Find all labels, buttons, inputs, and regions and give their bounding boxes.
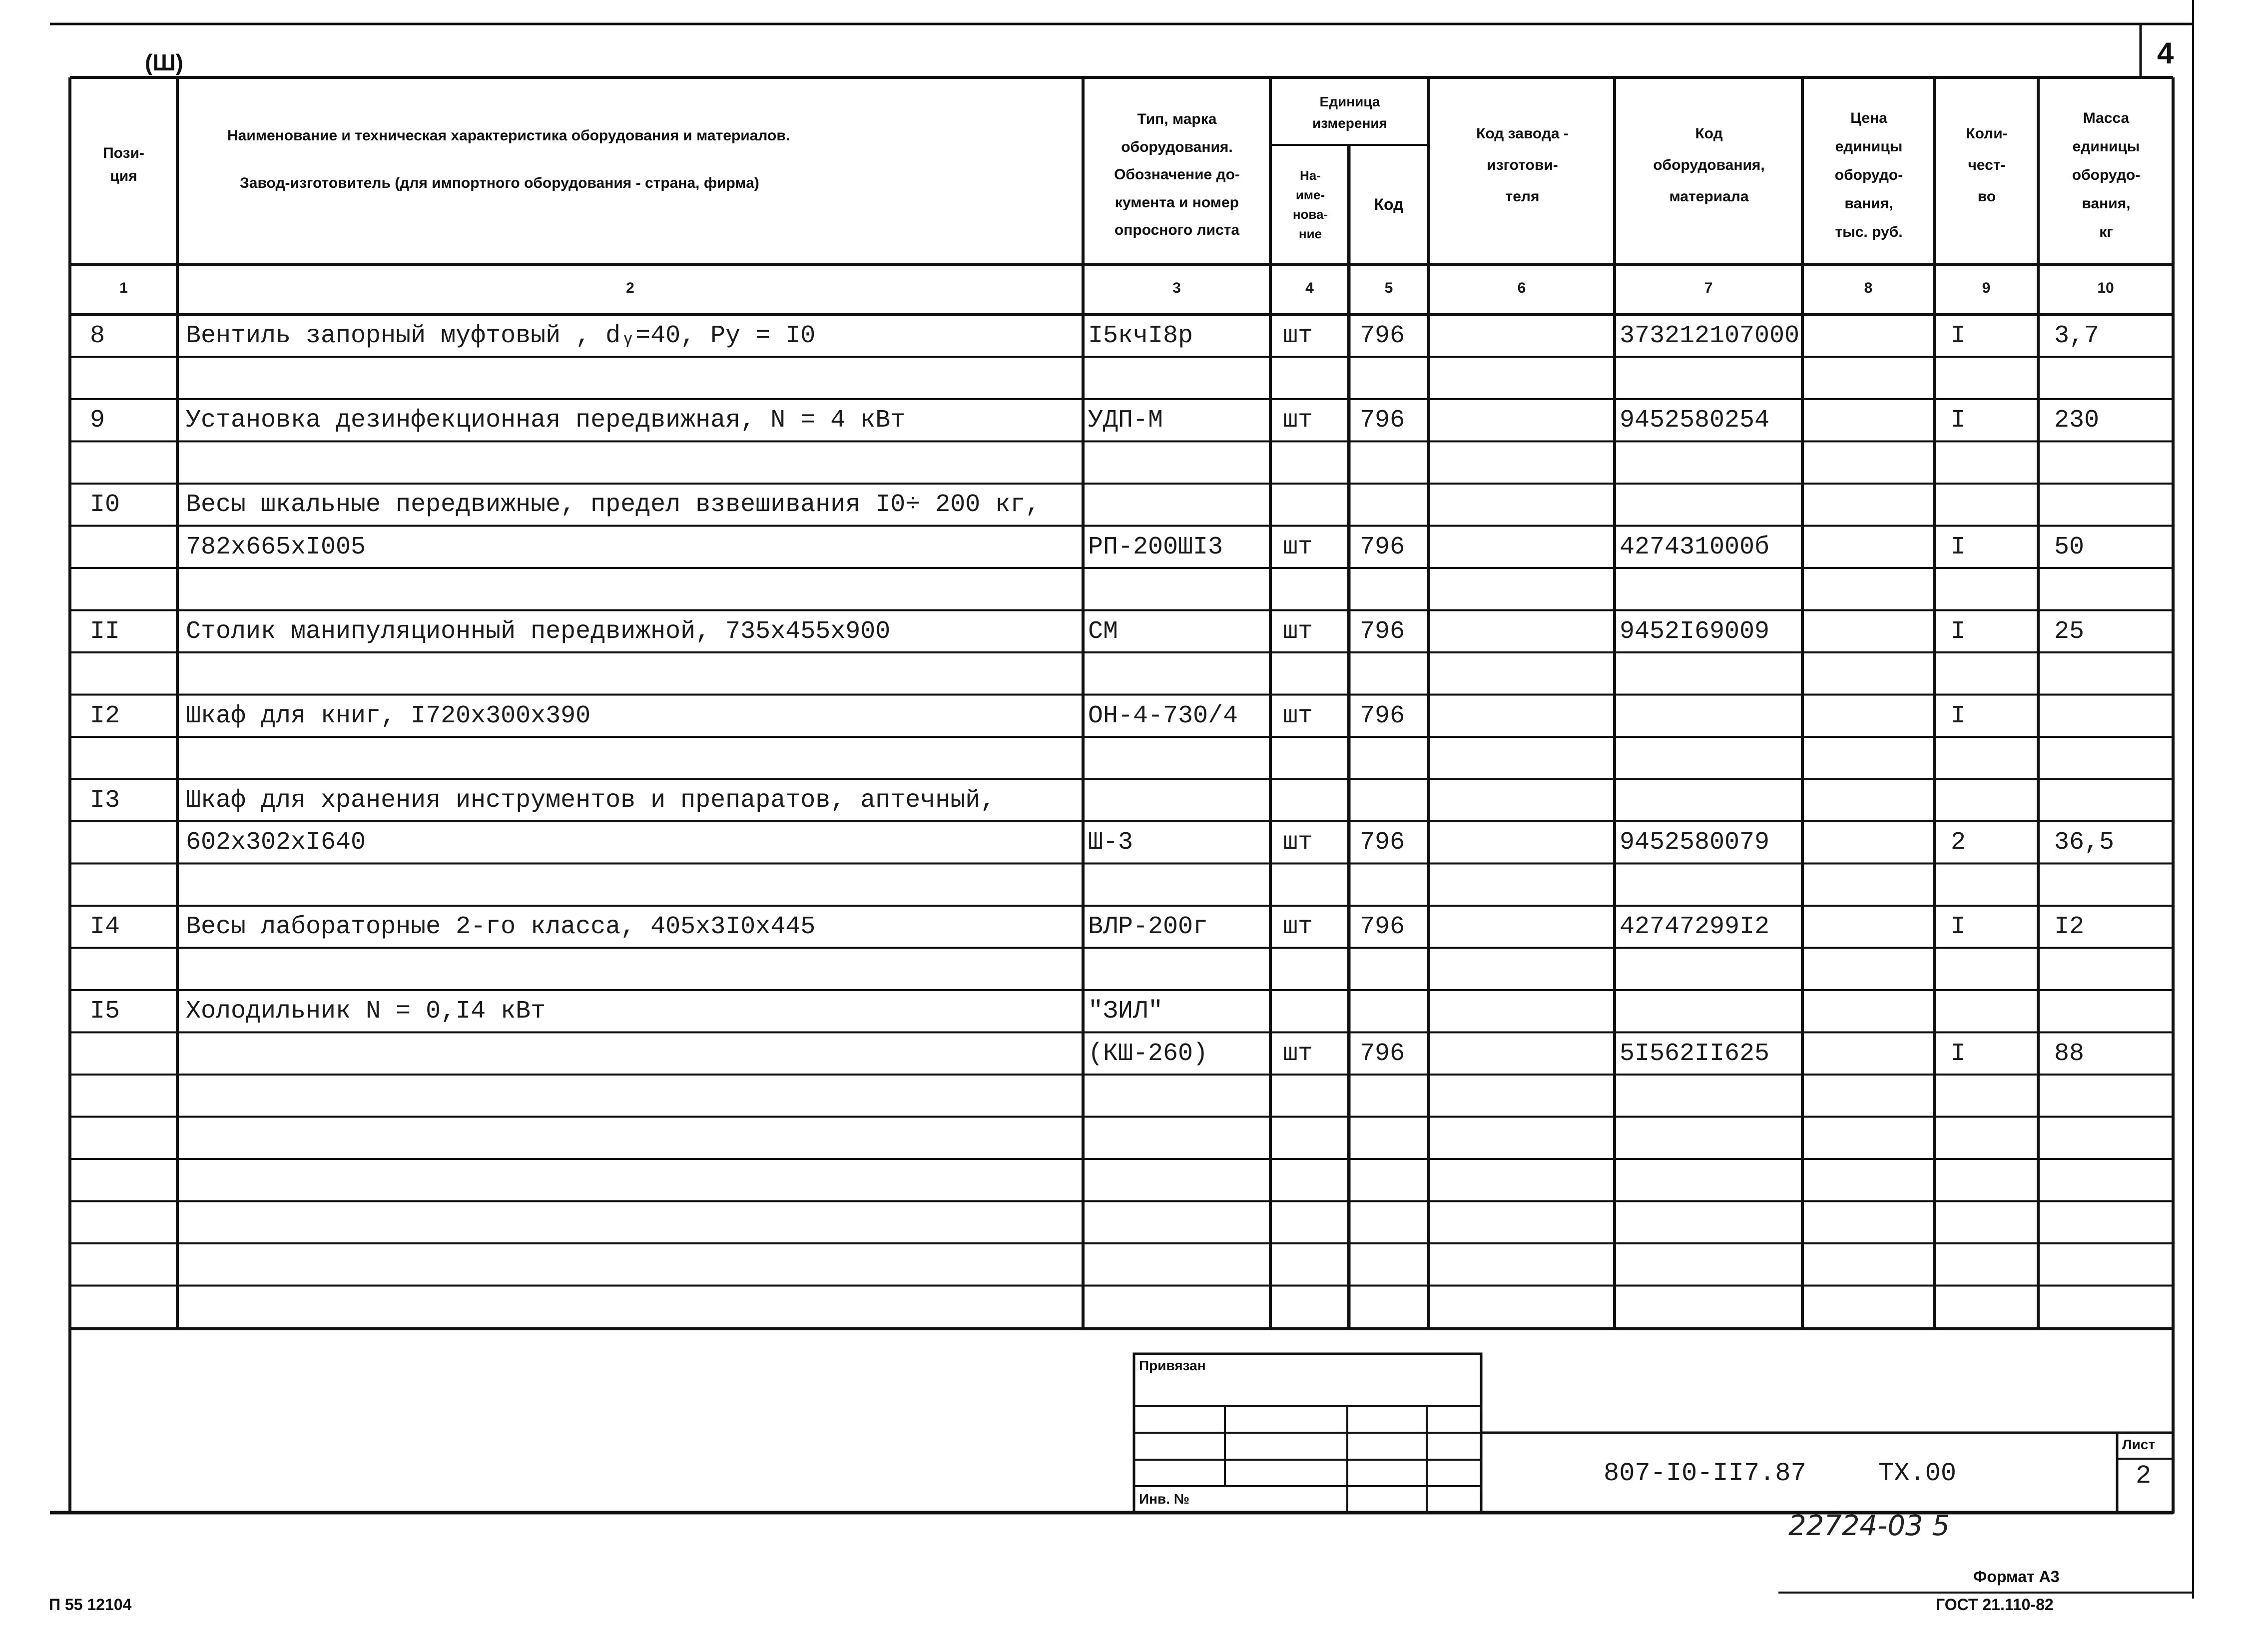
header-unit-group: Единица измерения	[1312, 93, 1387, 131]
row-unit-mass: 88	[2054, 1039, 2085, 1068]
column-number: 2	[626, 280, 634, 296]
row-equipment-code: 9452I69009	[1620, 617, 1770, 646]
sheet-corner-number: 4	[2157, 36, 2174, 70]
row-name: Весы лабораторные 2-го класса, 405х3I0х445	[186, 913, 816, 941]
row-type: I5кчI8р	[1088, 322, 1193, 350]
row-position: II	[90, 617, 120, 646]
row-equipment-code: 9452580079	[1620, 828, 1770, 857]
row-unit-code: 796	[1360, 701, 1405, 730]
format-label: Формат А3	[1973, 1568, 2060, 1586]
row-equipment-code: 42747299I2	[1620, 913, 1770, 941]
row-unit-code: 796	[1360, 406, 1405, 435]
row-name: Холодильник N = 0,I4 кВт	[186, 997, 546, 1026]
column-number: 6	[1517, 280, 1526, 296]
header-factory-code: Код завода - изготови- теля	[1476, 125, 1569, 205]
row-position: I3	[90, 786, 120, 815]
column-number: 4	[1305, 280, 1314, 296]
section-mark: (Ш)	[145, 49, 183, 75]
header-unit-mass: Масса единицы оборудо- вания, кг	[2072, 109, 2141, 240]
row-name: Шкаф для книг, I720х300х390	[186, 701, 591, 730]
row-name: Установка дезинфекционная передвижная, N = 4 кВт	[186, 406, 906, 435]
row-type: СМ	[1088, 617, 1119, 646]
header-type: Тип, марка оборудования. Обозначение до- кумента и номер опросного листа	[1114, 111, 1240, 239]
row-unit-code: 796	[1360, 322, 1405, 350]
row-quantity: I	[1951, 913, 1966, 941]
row-type: (КШ-260)	[1088, 1039, 1208, 1068]
row-unit-name: шт	[1283, 701, 1313, 730]
stamp-attached-label: Привязан	[1139, 1358, 1206, 1373]
header-name-line2: Завод-изготовитель (для импортного оборудования - страна, фирма)	[240, 175, 759, 191]
row-type: ОН-4-730/4	[1088, 701, 1238, 730]
row-position: 9	[90, 406, 105, 435]
print-code: П 55 12104	[49, 1596, 132, 1614]
row-unit-code: 796	[1360, 533, 1405, 561]
header-equipment-code: Код оборудования, материала	[1653, 125, 1765, 205]
gost-label: ГОСТ 21.110-82	[1936, 1596, 2054, 1614]
sheet-label: Лист	[2122, 1437, 2156, 1452]
row-type: Ш-3	[1088, 828, 1133, 857]
row-position: I0	[90, 491, 120, 519]
row-unit-code: 796	[1360, 1039, 1405, 1068]
column-number: 3	[1172, 280, 1181, 296]
row-quantity: I	[1951, 322, 1966, 350]
column-number: 8	[1864, 280, 1873, 296]
row-unit-name: шт	[1283, 533, 1313, 561]
row-unit-name: шт	[1283, 617, 1313, 646]
row-name: Столик манипуляционный передвижной, 735х455х900	[186, 617, 891, 646]
row-unit-code: 796	[1360, 828, 1405, 857]
row-equipment-code: 5I562II625	[1620, 1039, 1770, 1068]
row-unit-mass: I2	[2054, 913, 2085, 941]
row-quantity: 2	[1951, 828, 1966, 857]
row-unit-name: шт	[1283, 406, 1313, 435]
column-number: 10	[2097, 280, 2114, 296]
sheet-number: 2	[2136, 1461, 2152, 1491]
row-unit-code: 796	[1360, 617, 1405, 646]
header-unit-price: Цена единицы оборудо- вания, тыс. руб.	[1834, 109, 1903, 240]
row-unit-mass: 230	[2054, 406, 2100, 435]
row-unit-name: шт	[1283, 828, 1313, 857]
row-name: 782х665хI005	[186, 533, 366, 561]
row-position: 8	[90, 322, 105, 350]
header-quantity: Коли- чест- во	[1966, 125, 2008, 205]
row-unit-name: шт	[1283, 322, 1313, 350]
row-equipment-code: 373212107000	[1620, 322, 1800, 350]
row-unit-mass: 36,5	[2054, 828, 2115, 857]
row-quantity: I	[1951, 1039, 1966, 1068]
column-number: 5	[1384, 280, 1393, 296]
row-quantity: I	[1951, 406, 1966, 435]
column-number: 9	[1982, 280, 1991, 296]
header-position: Пози- ция	[103, 144, 144, 184]
row-position: I4	[90, 913, 120, 941]
row-type: УДП-М	[1088, 406, 1163, 435]
row-unit-mass: 50	[2054, 533, 2085, 561]
header-unit-name: На- име- нова- ние	[1292, 168, 1328, 241]
handwritten-number: 22724-03 5	[1788, 1510, 1950, 1542]
row-name: Весы шкальные передвижные, предел взвешивания I0÷ 200 кг,	[186, 491, 1041, 519]
row-name: 602х302хI640	[186, 828, 366, 857]
document-mark: ТХ.00	[1878, 1459, 1957, 1488]
row-name: Вентиль запорный муфтовый , dᵧ=40, Ру = I0	[186, 322, 816, 350]
row-type: ВЛР-200г	[1088, 913, 1208, 941]
row-quantity: I	[1951, 533, 1966, 561]
row-unit-mass: 25	[2054, 617, 2085, 646]
row-type: "ЗИЛ"	[1088, 997, 1163, 1026]
header-unit-code: Код	[1374, 195, 1404, 214]
stamp-inv-label: Инв. №	[1139, 1491, 1190, 1507]
column-number: 7	[1704, 280, 1713, 296]
row-unit-mass: 3,7	[2054, 322, 2100, 350]
row-equipment-code: 9452580254	[1620, 406, 1770, 435]
row-quantity: I	[1951, 617, 1966, 646]
row-unit-code: 796	[1360, 913, 1405, 941]
column-number: 1	[119, 280, 128, 296]
document-code: 807-I0-II7.87	[1604, 1459, 1806, 1488]
row-position: I2	[90, 701, 120, 730]
row-name: Шкаф для хранения инструментов и препаратов, аптечный,	[186, 786, 996, 815]
row-equipment-code: 427431000б	[1620, 533, 1770, 561]
row-unit-name: шт	[1283, 913, 1313, 941]
header-name-line1: Наименование и техническая характеристика оборудования и материалов.	[227, 127, 790, 144]
row-type: РП-200ШI3	[1088, 533, 1223, 561]
row-quantity: I	[1951, 701, 1966, 730]
row-position: I5	[90, 997, 120, 1026]
row-unit-name: шт	[1283, 1039, 1313, 1068]
